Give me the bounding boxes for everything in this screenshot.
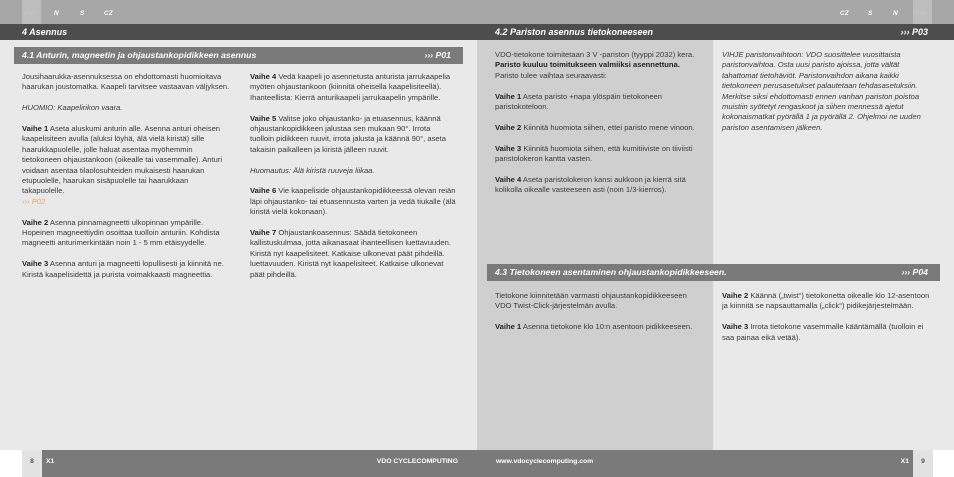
step-4: Vaihe 4 Vedä kaapeli jo asennetusta anturista jarrukaapelia myöten ohjaustankoon (kiinnitä oheisella kaapelisiteellä). Ihanteellista: Kierrä anturikaapeli jarrukaapelin ympärille. [250,72,451,102]
footer-bar-right [477,450,913,477]
battery-step-1: Vaihe 1 Aseta paristo +napa ylöspäin tietokoneen paristokoteloon. [495,91,662,112]
warning-note: HUOMIO: Kaapelirikon vaara. [22,103,123,113]
page-ref-p01[interactable]: ››› P01 [424,50,451,60]
mount-intro: Tietokone kiinnitetään varmasti ohjaustankopidikkeeseen VDO Twist-Click-järjestelmän avulla. [495,291,687,311]
intro-paragraph: Jousihaarukka-asennuksessa on ehdottomasti huomioitava haarukan joustomatka. Kaapeli tarvitsee vastaavan väljyksen. [22,72,230,92]
footer [0,450,954,477]
footer-bar-left [42,450,477,477]
lang-s-right[interactable]: S [868,10,873,17]
top-language-bar [0,0,954,24]
lang-fin-right[interactable]: FIN [916,10,927,17]
footer-model-right: X1 [900,458,909,465]
step-7: Vaihe 7 Ohjaustankoasennus: Säädä tietokoneen kallistuskulmaa, jotta aikanasaat ihanteellisen luettavuuden. Kiristä nyt kaapelisiteet. Katkaise ulkonevat päät pihdeillä. luettavuuden. Kiristä nyt kaapelisiteet. Katkaise ulkonevat päät pihdeillä. [250,228,451,279]
lang-n-right[interactable]: N [893,10,898,17]
column-2-text [250,72,456,290]
footer-url[interactable]: www.vdocyclecomputing.com [496,458,594,465]
lang-fin-left[interactable]: FIN [25,10,36,17]
step-3: Vaihe 3 Asenna anturi ja magneetti lopullisesti ja kiinnitä ne. Kiristä kaapelisidettä ja purista voimakkaasti magneettia. [22,259,224,279]
battery-intro: VDO-tietokone toimitetaan 3 V -pariston (tyyppi 2032) kera. Paristo kuuluu toimitukseen valmiiksi asennettuna. Paristo tulee vaihtaa seuraavasti: [495,50,695,80]
step-2: Vaihe 2 Asenna pinnamagneetti ulkopinnan ympärille. Hopeinen magneettiydin osoittaa tuolloin anturiin. Kohdista magneetti anturimerkintään noin 1 - 5 mm etäisyydelle. [22,217,220,248]
column-1-text [22,72,232,290]
footer-model-left: X1 [46,458,55,465]
column-4b-text [722,291,934,353]
footer-brand: VDO CYCLECOMPUTING [376,458,458,465]
page-number-right-box [913,450,933,477]
mount-step-2: Vaihe 2 Käännä („twist“) tietokonetta oikealle klo 12-asentoon ja kiinnitä se napsauttamalla („click“) pidikejärjestelmään. [722,291,930,311]
section-title-left: 4 Asennus [0,24,477,40]
step-6: Vaihe 6 Vie kaapeliside ohjaustankopidikkeessä olevan reiän läpi ohjaustanko- tai etuasennusta varten ja vedä tiukalle (älä kiristä vielä kokonaan). [250,186,456,217]
step-1: Vaihe 1 Aseta aluskumi anturin alle. Asenna anturi oheisen kaapelisiteen avulla (aluksi löyhä, älä vielä kiristä) sille haarukkapuolelle, jolle haluat asentaa myöhemmin tietokoneen ohjaustankoon (oikealle tai vasemmalle). Anturi voidaan asentaa tilaolosuhteiden mukaisesti haarukan etupuolelle, haarukan sisäpuolelle tai haarukkaan takapuolelle. ››› P02 [22,124,223,206]
column-3-text [495,50,703,206]
subsection-bar-4-1 [14,47,463,64]
section-title-right [477,24,954,40]
page-number-right: 9 [921,458,925,465]
subsection-title-4-3: 4.3 Tietokoneen asentaminen ohjaustankopidikkeeseen. [495,267,727,277]
battery-step-3: Vaihe 3 Kiinnitä huomiota siihen, että kumitiiviste on tiiviisti paristolokeron kantta vasten. [495,143,693,164]
lang-s-left[interactable]: S [80,10,85,17]
page-number-left-box [22,450,42,477]
battery-tip: VIHJE paristonvaihtoon: VDO suosittelee vuosittaista paristonvaihtoa. Osta uusi paristo ajoissa, jotta vältät tahattomat tietohäviöt. Paristonvaihdon aikana kaikki tietokoneen perusasetukset palautetaan tehdasasetuksiin. Merkitse siksi ehdottomasti ennen vanhan pariston poistoa muistiin syötetyt rengaskoot ja siihen mennessä ajetut kokonaismatkat pyörällä 1 ja pyörällä 2. Ohjelmoi ne uuden pariston asentamisen jälkeen. [722,50,921,132]
lang-n-left[interactable]: N [54,10,59,17]
page-ref-p02[interactable]: ››› P02 [22,196,46,206]
step-5: Vaihe 5 Valitse joko ohjaustanko- ja etuasennus, käännä ohjaustankopidikkeen jalustaa sen mukaan 90°. Irrota tuolloin pidikkeen ruuvit, irrota jalusta ja käännä 90°, aseta takaisin paikalleen ja kiristä jälleen ruuvit. [250,113,446,154]
lang-cz-right[interactable]: CZ [840,10,849,17]
column-3b-text [495,291,703,343]
page-number-left: 8 [30,458,34,465]
lang-cz-left[interactable]: CZ [104,10,113,17]
mount-step-1: Vaihe 1 Asenna tietokone klo 10:n asentoon pidikkeeseen. [495,322,693,332]
battery-step-4: Vaihe 4 Aseta paristolokeron kansi aukkoon ja kierrä sitä kolikolla oikealle vasteeseen asti (noin 1/3-kierros). [495,174,686,195]
screw-note: Huomautus: Älä kiristä ruuveja liikaa. [250,165,375,175]
battery-step-2: Vaihe 2 Kiinnitä huomiota siihen, ettei paristo mene vinoon. [495,122,695,132]
subsection-title-4-2: 4.2 Pariston asennus tietokoneeseen [495,27,654,37]
mount-step-3: Vaihe 3 Irrota tietokone vasemmalle kääntämällä (tuolloin ei saa painaa eikä vetää). [722,322,924,342]
subsection-title-4-1: 4.1 Anturin, magneetin ja ohjaustankopidikkeen asennus [22,50,257,60]
page-ref-p03[interactable]: ››› P03 [900,27,928,37]
subsection-bar-4-3 [487,264,940,281]
page-ref-p04[interactable]: ››› P04 [901,267,928,277]
